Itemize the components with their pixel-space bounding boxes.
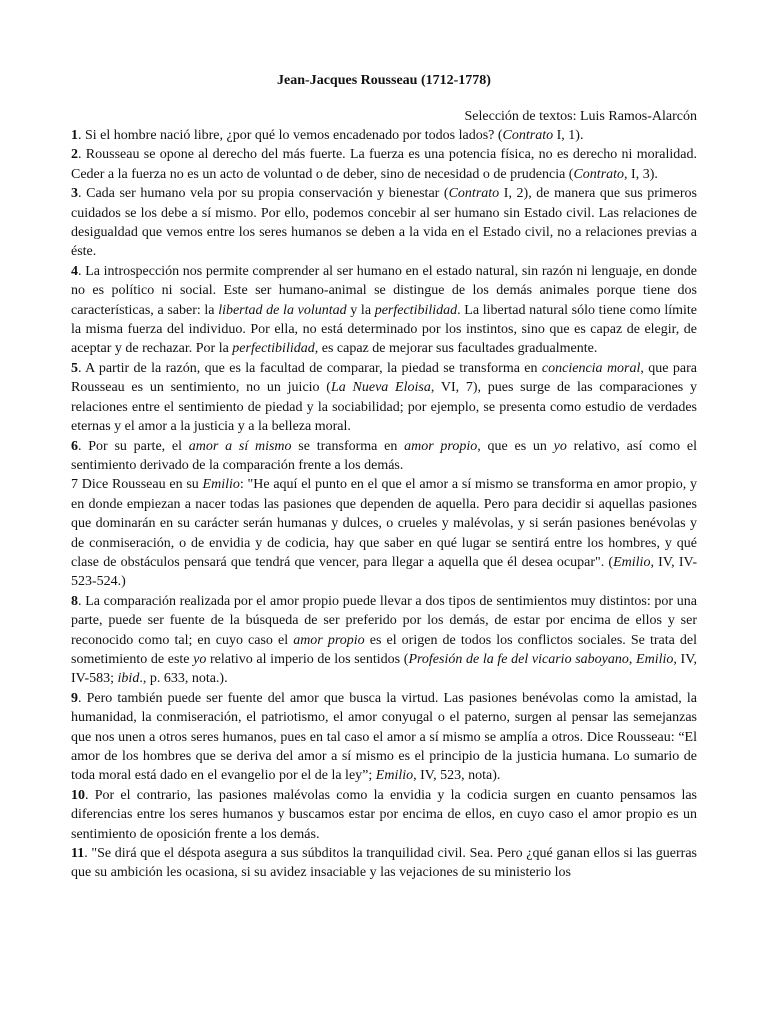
paragraph-9	[71, 689, 697, 786]
paragraph-text: I, 1).	[553, 128, 584, 143]
italic-text: perfectibilidad	[232, 341, 315, 357]
paragraph-1	[71, 126, 697, 145]
italic-text: Emilio	[202, 477, 240, 493]
paragraph-text: I, 2), de manera que sus primeros cuidados se los debe a sí mismo. Por ello, podemos concebir al ser humano sin Estado civil. Las relaciones de desigualdad que vemos entre los seres humanos se deben a la vida en el Estado civil, no a relaciones previas a éste.	[71, 186, 698, 260]
italic-text: Emilio	[613, 554, 651, 570]
italic-text: La Nueva Eloisa	[330, 380, 431, 396]
paragraph-4	[71, 262, 697, 359]
paragraph-text: . Por su parte, el	[78, 438, 189, 454]
paragraph-2	[71, 145, 697, 184]
paragraph-text: relativo al imperio de los sentidos (	[206, 651, 409, 667]
paragraph-number: 7	[71, 477, 78, 493]
italic-text: Profesión de la fe del vicario saboyano	[408, 651, 629, 667]
italic-text: Contrato	[573, 166, 625, 182]
paragraph-text: ., p. 633, nota.).	[139, 671, 228, 687]
paragraph-text: . La introspección nos permite comprender al ser humano en el estado natural, sin razón ni lenguaje, en donde no es político ni social. Este ser humano-animal se distingue de los demás animales porque tiene dos características, a saber: la	[71, 263, 697, 318]
paragraph-number: 11	[71, 846, 85, 862]
paragraph-number: 5	[71, 360, 78, 376]
paragraph-text: , es capaz de mejorar sus facultades gradualmente.	[314, 341, 598, 357]
paragraph-10	[71, 786, 697, 844]
italic-text: Emilio	[375, 768, 414, 784]
paragraph-text: . "Se dirá que el déspota asegura a sus súbditos la tranquilidad civil. Sea. Pero ¿qué ganan ellos si las guerras que su ambición les ocasiona, si su avidez insaciable y las vejaciones de su ministerio los	[71, 846, 697, 881]
paragraph-text: . Rousseau se opone al derecho del más fuerte. La fuerza es una potencia física, no es derecho ni moralidad. Ceder a la fuerza no es un acto de voluntad o de deber, sino de necesidad o de prudencia (	[71, 147, 697, 182]
paragraph-text: , IV, 523, nota).	[413, 768, 501, 784]
italic-text: amor propio	[293, 632, 365, 648]
paragraph-text: . A partir de la razón, que es la facultad de comparar, la piedad se transforma en	[78, 360, 542, 376]
paragraph-number: 10	[71, 787, 85, 803]
italic-text: Emilio	[636, 651, 674, 667]
italic-text: yo	[553, 438, 567, 454]
paragraph-text: . Si el hombre nació libre, ¿por qué lo vemos encadenado por todos lados? (	[78, 128, 503, 143]
paragraph-text: . Cada ser humano vela por su propia conservación y bienestar (	[78, 186, 449, 202]
paragraph-5	[71, 359, 697, 437]
paragraph-text: : "He aquí el punto en el que el amor a sí mismo se transforma en amor propio, y en donde empiezan a nacer todas las pasiones que dependen de aquella. Pero para decidir si aquellas pasiones que dominarán en su carácter serán humanas y dulces, o crueles y malévolas, y si serán pasiones benévolas y de conmiseración, o de envidia y de codicia, hay que saber en qué lugar se sentirá entre los hombres, y qué clase de obstáculos pensará que tendrá que vencer, para llegar a aquella que él desea ocupar". (	[71, 477, 697, 570]
paragraph-text: relativo, así como el sentimiento derivado de la comparación frente a los demás.	[71, 438, 697, 473]
paragraph-7	[71, 475, 697, 591]
paragraph-text: , VI, 7), pues surge de las comparaciones y relaciones entre el sentimiento de piedad y la sociabilidad; por ejemplo, se presenta como estudio de verdades eternas y el amor a la justicia y a la belleza moral.	[71, 380, 697, 435]
italic-text: amor propio	[404, 438, 478, 454]
italic-text: amor a sí mismo	[188, 438, 292, 454]
paragraph-number: 6	[71, 438, 78, 454]
paragraph-text: es el origen de todos los conflictos sociales. Se trata del sometimiento de este	[71, 632, 697, 667]
italic-text: yo	[193, 651, 207, 667]
paragraph-number: 1	[71, 128, 78, 143]
paragraph-11	[71, 844, 697, 883]
paragraph-text: , IV, IV-523-524.)	[71, 554, 697, 590]
paragraph-6	[71, 437, 697, 476]
paragraph-list	[71, 126, 697, 883]
paragraph-number: 9	[71, 690, 78, 706]
paragraph-3	[71, 184, 697, 262]
paragraph-text: ,	[628, 651, 637, 667]
selection-credit: Selección de textos: Luis Ramos-Alarcón	[464, 109, 697, 124]
paragraph-number: 8	[71, 593, 78, 609]
italic-text: Contrato	[448, 186, 500, 202]
paragraph-text: Dice Rousseau en su	[78, 477, 203, 493]
paragraph-8	[71, 592, 697, 689]
paragraph-text: . La libertad natural sólo tiene como límite la misma fuerza del individuo. Por ella, no está determinado por los instintos, sino que es capaz de elegir, de aceptar y de rechazar. Por la	[71, 302, 697, 357]
paragraph-number: 2	[71, 147, 78, 163]
paragraph-text: , I, 3).	[624, 166, 658, 182]
italic-text: ibid	[117, 671, 140, 687]
italic-text: libertad de la voluntad	[218, 302, 347, 318]
paragraph-text: . Por el contrario, las pasiones malévolas como la envidia y la codicia surgen en cuanto pensamos las diferencias entre los seres humanos y buscamos estar por encima de ellos, en cuyo caso el amor propio es un sentimiento de oposición frente a los demás.	[71, 787, 697, 842]
paragraph-text: se transforma en	[291, 438, 405, 454]
paragraph-text: , que para Rousseau es un sentimiento, no un juicio (	[71, 360, 697, 396]
paragraph-text: . La comparación realizada por el amor propio puede llevar a dos tipos de sentimientos muy distintos: por una parte, puede ser fuente de la búsqueda de ser preferido por los demás, de estar por encima de ellos y ser reconocido como tal; en cuyo caso el	[71, 593, 697, 648]
italic-text: Contrato	[502, 128, 554, 143]
italic-text: perfectibilidad	[374, 302, 458, 318]
paragraph-text: . Pero también puede ser fuente del amor que busca la virtud. Las pasiones benévolas como la amistad, la humanidad, la conmiseración, el patriotismo, el amor conyugal o el paterno, surgen al pensar las semejanzas que nos unen a otros seres humanos, pues en tal caso el amor a sí mismo se amplía a otros. Dice Rousseau: “El amor de los hombres que se deriva del amor a sí mismo es el principio de la justicia humana. Lo sumario de toda moral está dado en el evangelio por el de la ley”;	[71, 690, 697, 784]
paragraph-number: 4	[71, 263, 78, 279]
paragraph-text: , que es un	[477, 438, 554, 454]
paragraph-text: y la	[346, 302, 375, 318]
paragraph-number: 3	[71, 186, 78, 202]
document-title: Jean-Jacques Rousseau (1712-1778)	[277, 73, 491, 88]
paragraph-text: , IV, IV-583;	[71, 651, 698, 687]
italic-text: conciencia moral	[541, 360, 641, 376]
